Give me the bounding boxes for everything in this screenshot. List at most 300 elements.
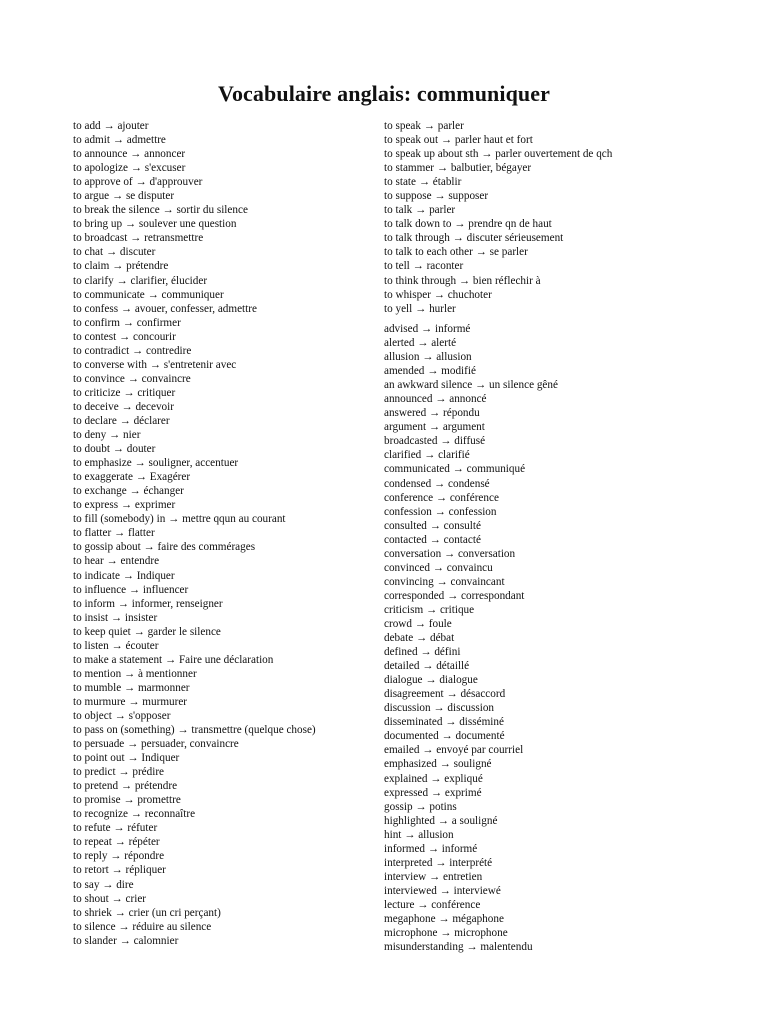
vocab-entry [73,569,316,583]
vocab-entry [384,406,558,420]
vocab-french: critiquer [137,386,176,399]
vocab-french: raconter [426,260,464,273]
vocab-french: convaincant [450,575,505,588]
vocab-french: flatter [128,527,155,540]
vocab-french: communiqué [466,463,526,476]
vocab-english: to communicate [73,288,145,301]
vocab-entry [73,428,316,442]
arrow-icon: → [446,688,458,701]
arrow-icon: → [429,533,441,546]
arrow-icon: → [429,407,441,420]
vocab-french: hurler [429,302,456,315]
vocab-entry [73,274,316,288]
vocab-entry [384,547,558,561]
arrow-icon: → [162,204,174,217]
vocab-english: to add [73,120,101,132]
vocab-english: to hear [73,555,104,568]
vocab-french: déclarer [133,414,170,427]
vocab-english: to deceive [73,400,119,413]
vocab-entry [384,378,558,392]
arrow-icon: → [418,176,430,189]
vocab-french: dire [116,878,134,891]
vocab-entry [73,189,316,203]
arrow-icon: → [117,597,129,610]
vocab-english: broadcasted [384,435,438,448]
vocab-english: dialogue [384,674,423,687]
arrow-icon: → [416,632,428,645]
arrow-icon: → [434,477,446,490]
vocab-french: argument [442,421,485,434]
vocab-french: se disputer [125,190,175,203]
vocab-french: microphone [454,927,508,940]
vocab-english: gossip [384,800,413,813]
arrow-icon: → [118,920,130,933]
vocab-english: to exaggerate [73,471,133,484]
vocab-entry [384,119,612,133]
arrow-icon: → [113,822,125,835]
arrow-icon: → [417,898,429,911]
vocab-entry [384,420,558,434]
vocab-english: to speak out [384,134,439,147]
vocab-english: corresponded [384,589,445,602]
vocab-english: to mention [73,667,122,680]
vocab-english: to inform [73,597,115,610]
arrow-icon: → [111,190,124,203]
vocab-entry [384,561,558,575]
vocab-entry [73,217,316,231]
vocab-french: s'opposer [128,709,171,722]
vocab-english: to recognize [73,808,128,821]
page-title: Vocabulaire anglais: communiquer [217,80,550,106]
arrow-icon: → [434,190,446,203]
vocab-entry [73,316,316,330]
vocab-english: to point out [73,752,125,765]
vocab-english: to promise [73,794,121,807]
arrow-icon: → [109,429,121,442]
vocab-entry [384,856,558,870]
vocab-english: to announce [73,148,128,161]
vocab-english: to yell [384,302,413,315]
vocab-french: avouer, confesser, admettre [134,302,257,315]
arrow-icon: → [102,878,114,891]
arrow-icon: → [440,435,452,448]
arrow-icon: → [420,323,433,335]
vocab-english: criticism [384,603,424,616]
vocab-english: to broadcast [73,232,128,245]
vocab-french: mégaphone [452,912,504,925]
vocab-french: souligné [453,758,492,771]
vocab-entry [73,611,316,625]
vocab-entry [384,533,558,547]
arrow-icon: → [417,337,429,350]
vocab-entry [73,526,316,540]
vocab-french: potins [429,800,457,813]
vocab-entry [384,133,612,147]
arrow-icon: → [435,491,448,504]
vocab-english: informed [384,842,426,855]
vocab-entry [384,673,558,687]
vocab-entry [73,288,316,302]
vocab-english: to insist [73,611,109,624]
vocab-french: défini [434,646,461,659]
arrow-icon: → [124,218,137,231]
vocab-english: to deny [73,429,107,442]
vocab-english: to think through [384,274,457,287]
vocab-french: clarifié [438,449,470,462]
vocab-french: crier [125,892,147,905]
vocab-english: to express [73,499,119,512]
vocab-french: entendre [120,555,160,568]
vocab-english: disseminated [384,716,443,729]
arrow-icon: → [434,505,446,518]
vocab-english: to mumble [73,681,122,694]
vocab-english: to predict [73,766,116,779]
vocab-french: annoncer [144,148,186,161]
vocab-english: condensed [384,477,432,490]
arrow-icon: → [110,611,123,624]
vocab-entry [73,906,316,920]
arrow-icon: → [112,443,124,456]
arrow-icon: → [132,344,144,357]
vocab-english: to listen [73,639,109,652]
vocab-english: to flatter [73,527,112,540]
arrow-icon: → [128,583,141,596]
arrow-icon: → [440,927,452,940]
arrow-icon: → [430,772,442,785]
vocab-entry [73,821,316,835]
arrow-icon: → [110,850,122,863]
arrow-icon: → [116,274,128,287]
vocab-french: détaillé [436,660,470,673]
arrow-icon: → [118,766,130,779]
vocab-french: supposer [448,190,489,203]
vocab-english: to contradict [73,344,130,357]
arrow-icon: → [475,246,487,259]
vocab-french: prétendre [126,260,169,273]
vocab-entry [73,484,316,498]
vocab-english: to declare [73,414,117,427]
vocab-entry [73,344,316,358]
vocab-french: chuchoter [447,288,492,301]
vocab-french: parler [429,204,456,217]
vocab-entry [384,491,558,505]
vocab-french: allusion [436,351,472,364]
vocab-entry [73,849,316,863]
arrow-icon: → [123,667,136,680]
vocab-english: clarified [384,449,422,462]
vocab-entry [73,723,316,737]
vocab-entry [73,147,316,161]
vocab-entry [384,217,612,231]
arrow-icon: → [114,709,126,722]
vocab-entry [73,456,316,470]
vocab-english: hint [384,828,402,841]
vocab-french: Faire une déclaration [178,653,274,666]
vocab-entry [384,898,558,912]
vocab-english: defined [384,646,418,659]
vocab-english: advised [384,323,419,335]
vocab-french: persuader, convaincre [141,738,239,751]
vocab-english: to claim [73,260,110,273]
vocab-entry [384,786,558,800]
vocab-english: interviewed [384,884,437,897]
vocab-french: contacté [443,533,481,546]
vocab-entry [384,231,612,245]
vocab-french: s'entretenir avec [163,358,237,371]
vocab-entry [73,625,316,639]
vocab-french: réfuter [127,822,158,835]
vocab-english: to criticize [73,386,121,399]
vocab-french: Indiquer [136,569,175,582]
vocab-english: consulted [384,519,427,532]
vocab-entry [384,645,558,659]
vocab-entry [384,448,558,462]
arrow-icon: → [447,589,459,602]
vocab-english: to break the silence [73,204,160,217]
vocab-english: to talk through [384,232,450,245]
vocab-french: s'excuser [144,162,186,175]
vocab-french: diffusé [454,435,486,448]
vocab-french: parler ouvertement de qch [495,148,613,161]
arrow-icon: → [119,934,131,947]
vocab-french: crier (un cri perçant) [128,906,221,919]
vocab-english: to emphasize [73,457,132,470]
vocab-english: to bring up [73,218,123,231]
vocab-entry [384,729,558,743]
vocab-french: écouter [125,639,159,652]
vocab-english: to argue [73,190,110,203]
arrow-icon: → [120,780,133,793]
vocab-french: allusion [418,828,454,841]
arrow-icon: → [452,463,464,476]
vocab-entry [73,231,316,245]
vocab-english: to say [73,878,100,891]
arrow-icon: → [422,744,434,757]
arrow-icon: → [164,653,177,666]
vocab-french: interprété [449,856,493,869]
arrow-icon: → [438,912,450,925]
vocab-entry [384,715,558,729]
arrow-icon: → [130,808,142,821]
vocab-entry [73,920,316,934]
vocab-french: consulté [443,519,481,532]
arrow-icon: → [481,148,493,161]
vocab-entry [384,603,558,617]
vocab-english: explained [384,772,428,785]
arrow-icon: → [177,724,189,737]
vocab-english: to chat [73,246,104,259]
vocab-english: allusion [384,351,420,364]
vocab-french: confirmer [136,316,181,329]
vocab-french: discuter sérieusement [466,232,564,245]
arrow-icon: → [454,218,466,231]
vocab-entry [73,597,316,611]
vocab-entry [73,259,316,273]
vocab-french: contredire [146,344,192,357]
vocab-english: emphasized [384,758,437,771]
vocab-english: discussion [384,702,431,715]
arrow-icon: → [435,856,447,869]
vocab-french: prétendre [134,780,178,793]
arrow-icon: → [439,758,451,771]
arrow-icon: → [106,555,118,568]
vocab-entry [384,926,558,940]
vocab-english: to speak [384,120,421,132]
vocab-english: to talk [384,204,413,217]
vocab-english: to talk to each other [384,246,473,259]
vocab-english: an awkward silence [384,379,473,392]
arrow-icon: → [424,449,436,462]
vocab-english: microphone [384,927,438,940]
arrow-icon: → [422,351,434,364]
vocab-french: Indiquer [141,752,180,765]
vocab-english: to stammer [384,162,435,175]
arrow-icon: → [429,519,441,532]
vocab-french: informé [441,842,478,855]
arrow-icon: → [427,365,439,378]
vocab-entry [73,695,316,709]
arrow-icon: → [423,120,435,132]
arrow-icon: → [436,162,449,175]
vocab-french: foule [428,617,452,630]
vocab-english: to make a statement [73,653,163,666]
vocab-french: prédire [132,766,165,779]
arrow-icon: → [128,695,140,708]
vocab-entry [73,330,316,344]
vocab-entry [384,814,558,828]
vocab-english: documented [384,730,439,743]
vocab-french: informé [434,323,471,335]
vocab-english: to state [384,176,417,189]
vocab-english: contacted [384,533,427,546]
vocab-entry [384,364,558,378]
vocab-french: répondu [443,407,480,420]
vocab-french: désaccord [460,688,506,701]
vocab-entry [384,336,558,350]
arrow-icon: → [121,400,133,413]
vocab-english: debate [384,632,414,645]
vocab-french: confession [448,505,497,518]
vocab-french: disséminé [459,716,504,729]
vocab-french: parler [437,120,464,132]
vocab-english: interview [384,870,427,883]
vocab-french: admettre [126,134,166,147]
vocab-french: critique [439,603,475,616]
vocab-english: to keep quiet [73,625,131,638]
vocab-french: débat [429,632,455,645]
vocab-entry [73,119,316,133]
vocab-english: to tell [384,260,410,273]
vocab-english: misunderstanding [384,941,464,954]
arrow-icon: → [420,646,432,659]
vocab-entry [384,161,612,175]
vocab-english: to doubt [73,443,110,456]
vocab-entry [73,892,316,906]
vocab-english: answered [384,407,427,420]
vocab-entry [384,203,612,217]
vocab-english: to contest [73,330,117,343]
vocab-french: répéter [128,836,160,849]
vocab-english: to admit [73,134,110,147]
vocab-french: faire des commérages [157,541,256,554]
arrow-icon: → [135,176,147,189]
vocab-french: souligner, accentuer [148,457,239,470]
vocab-entry [73,540,316,554]
arrow-icon: → [129,485,141,498]
arrow-icon: → [123,794,135,807]
vocab-french: documenté [455,730,505,743]
vocab-entry [384,462,558,476]
vocab-english: announced [384,393,433,406]
arrow-icon: → [475,379,487,392]
vocab-english: megaphone [384,912,436,925]
vocab-entry [384,302,612,316]
arrow-icon: → [119,414,131,427]
vocab-french: marmonner [137,681,190,694]
vocab-english: to speak up about sth [384,148,479,161]
vocab-entry [384,870,558,884]
arrow-icon: → [429,870,441,883]
vocab-entry [384,477,558,491]
vocab-english: to pass on (something) [73,724,175,737]
vocab-french: discuter [119,246,156,259]
vocab-english: to clarify [73,274,114,287]
vocab-entry [73,245,316,259]
vocab-entry [384,701,558,715]
vocab-entry [384,757,558,771]
arrow-icon: → [134,457,146,470]
vocab-french: parler haut et fort [454,134,533,147]
arrow-icon: → [103,120,115,132]
vocab-french: nier [123,429,141,442]
vocab-entry [384,743,558,757]
arrow-icon: → [111,639,123,652]
vocab-french: Exagérer [149,471,191,484]
vocab-french: condensé [448,477,490,490]
vocab-french: envoyé par courriel [436,744,524,757]
vocab-french: conférence [431,898,481,911]
vocab-entry [384,350,558,364]
vocab-entry [73,639,316,653]
vocab-english: amended [384,365,425,378]
arrow-icon: → [143,541,155,554]
arrow-icon: → [404,828,416,841]
arrow-icon: → [452,232,464,245]
arrow-icon: → [412,260,424,273]
vocab-entry [73,737,316,751]
arrow-icon: → [114,906,126,919]
arrow-icon: → [114,836,126,849]
vocab-entry [73,470,316,484]
arrow-icon: → [111,864,123,877]
vocab-french: insister [124,611,158,624]
vocab-entry [73,878,316,892]
vocab-french: correspondant [461,589,525,602]
vocab-french: promettre [137,794,181,807]
vocab-entry [384,884,558,898]
arrow-icon: → [415,302,427,315]
arrow-icon: → [123,386,135,399]
vocab-english: to talk down to [384,218,452,231]
vocab-french: calomnier [133,934,179,947]
vocab-french: conférence [449,491,499,504]
vocab-entry [384,175,612,189]
arrow-icon: → [422,660,434,673]
vocab-entry [73,765,316,779]
arrow-icon: → [120,302,133,315]
arrow-icon: → [466,941,478,954]
vocab-french: répliquer [125,864,166,877]
